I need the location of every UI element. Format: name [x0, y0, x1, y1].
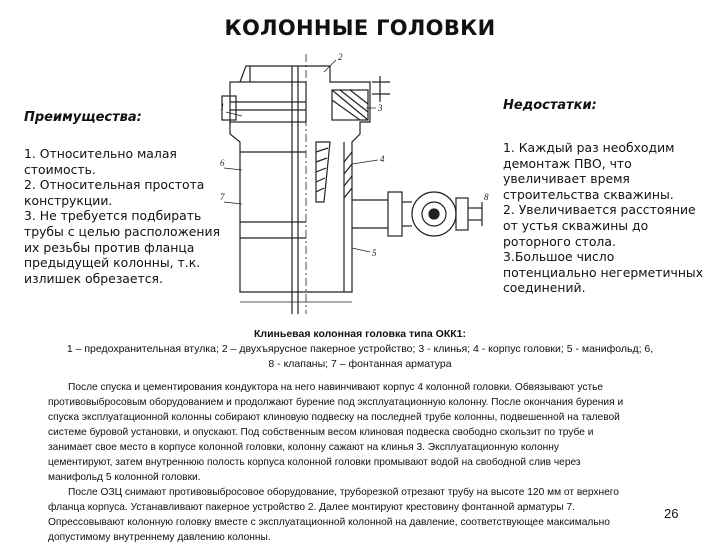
disadvantages-line: роторного стола. [503, 233, 616, 249]
paragraph-line: манифольд 5 колонной головки. [48, 472, 201, 483]
disadvantages-line: 3.Большое число [503, 249, 615, 265]
manifold-outlet [352, 200, 388, 228]
advantages-line: трубы с целью расположения [24, 223, 221, 239]
slide-title: КОЛОННЫЕ ГОЛОВКИ [224, 16, 496, 40]
paragraph-line: противовыбросовым оборудованием и продолжают бурение под эксплуатационную колонну. После окончания бурения и [48, 397, 624, 408]
disadvantages-line: строительства скважины. [503, 186, 674, 202]
callout-2: 2 [338, 52, 343, 62]
advantages-line: излишек обрезается. [24, 270, 163, 286]
valve-flange [456, 198, 468, 230]
disadvantages-list [503, 140, 708, 296]
callout-6: 6 [220, 158, 225, 168]
disadvantages-line: 2. Увеличивается расстояние [503, 202, 696, 218]
head-body [230, 122, 306, 292]
disadvantages-line: потенциально негерметичных [503, 264, 704, 280]
disadvantages-line: увеличивает время [503, 171, 630, 187]
advantages-line: 2. Относительная простота [24, 177, 205, 193]
disadvantages-line: соединений. [503, 280, 586, 296]
advantages-line: 1. Относительно малая [24, 146, 177, 161]
disadvantages-line: демонтаж ПВО, что [503, 155, 632, 171]
callout-3: 3 [378, 103, 383, 113]
advantages-line: 3. Не требуется подбирать [24, 208, 202, 224]
figure-caption-line: 1 – предохранительная втулка; 2 – двухъярусное пакерное устройство; 3 - клинья; 4 - корпус головки; 5 - манифольд; 6, [66, 343, 654, 355]
disadvantages-line: 1. Каждый раз необходим [503, 140, 675, 155]
paragraph-line: допустимому внутреннему давлению колонны. [48, 532, 271, 543]
paragraph-final-steps [48, 485, 688, 545]
callout-8: 8 [484, 192, 489, 202]
callout-5: 5 [372, 248, 377, 258]
advantages-line: их резьбы против фланца [24, 239, 195, 255]
paragraph-line: После спуска и цементирования кондуктора на него навинчивают корпус 4 колонной головки. Обвязывают устье [68, 382, 604, 393]
figure-caption-title: Клиньевая колонная головка типа ОКК1: [254, 328, 466, 340]
paragraph-installation [48, 380, 688, 485]
advantages-list [24, 146, 229, 286]
callout-4: 4 [380, 154, 385, 164]
callout-1: 1 [220, 102, 225, 112]
paragraph-line: После ОЗЦ снимают противовыбросовое оборудование, труборезкой отрезают трубу на высоте 120 мм от верхнего [68, 487, 619, 498]
advantages-line: конструкции. [24, 192, 113, 208]
outlet-flange [388, 192, 402, 236]
paragraph-line: фланца корпуса. Устанавливают пакерное устройство 2. Далее монтируют крестовину фонтанной арматуры 7. [48, 502, 575, 513]
casing-head-drawing [220, 52, 500, 320]
paragraph-line: занимает свое место в корпусе колонной головки, колонну сажают на клинья 3. Эксплуатационную колонну [48, 442, 559, 453]
advantages-line: предыдущей колонны, т.к. [24, 255, 201, 271]
paragraph-line: спуска эксплуатационной колонны собирают клиновую подвеску на последней трубе колонны, подвешенной на талевой [48, 412, 620, 423]
advantages-line: стоимость. [24, 161, 96, 177]
callout-7: 7 [220, 192, 225, 202]
figure-caption-line: 8 - клапаны; 7 – фонтанная арматура [268, 358, 452, 370]
paragraph-line: Опрессовывают колонную головку вместе с эксплуатационной колонной на давление, соответствующее максимально [48, 517, 610, 528]
advantages-heading: Преимущества: [24, 110, 142, 125]
paragraph-line: цементируют, затем внутреннюю полость корпуса колонной головки промывают водой на свободной слив через [48, 457, 581, 468]
disadvantages-line: от устья скважины до [503, 217, 649, 233]
disadvantages-heading: Недостатки: [503, 98, 597, 113]
page-number: 26 [664, 506, 679, 521]
paragraph-line: системе буровой установки, и опускают. Под собственным весом клиновая подвеска свободно скользит по трубе и [48, 427, 594, 438]
